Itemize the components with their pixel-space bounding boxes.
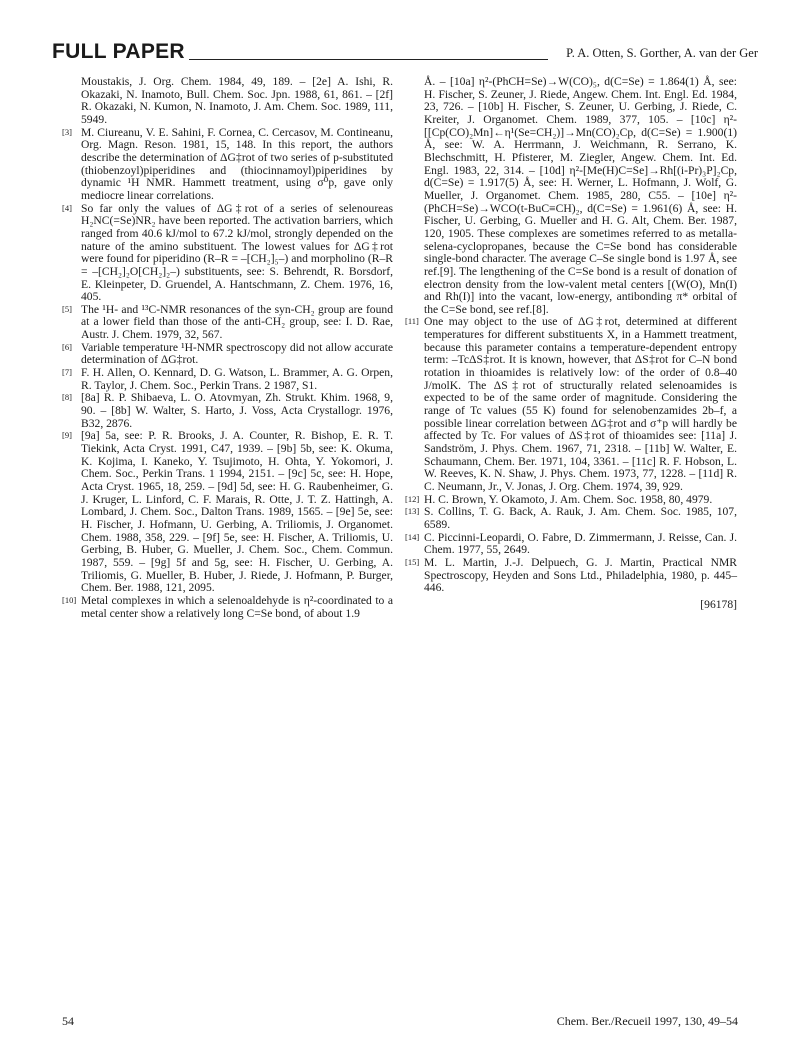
reference-entry <box>62 392 393 430</box>
reference-text: H. C. Brown, Y. Okamoto, J. Am. Chem. Soc. 1958, 80, 4979. <box>424 492 713 506</box>
right-column <box>405 76 737 612</box>
reference-text: [9a] 5a, see: P. R. Brooks, J. A. Counter, R. Bishop, E. R. T. Tiekink, Acta Cryst. 1991, C47, 1939. – [9b] 5b, see: K. Okuma, K. Kojima, I. Kaneko, Y. Tsujimoto, H. Ohta, Y. Yokomori, J. Chem. Soc., Perkin Trans. 1 1994, 2151. – [9c] 5c, see: H. Hope, Acta Cryst. 1965, 18, 259. – [9d] 5d, see: H. G. Raubenheimer, G. J. Kruger, L. Linford, C. F. Marais, R. Otte, J. T. Z. Hattingh, A. Lombard, J. Chem. Soc., Dalton Trans. 1989, 1565. – [9e] 5e, see: H. Fischer, J. Hofmann, U. Gerbing, A. Triliomis, J. Organomet. Chem. 1988, 358, 229. – [9f] 5e, see: H. Fischer, A. Triliomis, U. Gerbing, B. Huber, G. Mueller, J. Chem. Soc., Chem. Commun. 1987, 559. – [9g] 5f and 5g, see: H. Fischer, U. Gerbing, A. Triliomis, G. Mueller, B. Huber, J. Riede, J. Hofmann, P. Burger, Chem. Ber. 1988, 121, 2095. <box>81 429 393 595</box>
reference-number: [5] <box>62 303 72 314</box>
reference-text: The ¹H- and ¹³C-NMR resonances of the syn-CH₂ group are found at a lower field than those of the anti-CH₂ group, see: I. D. Rae, Austr. J. Chem. 1979, 32, 567. <box>81 302 393 342</box>
reference-number: [4] <box>62 202 72 213</box>
left-column <box>62 76 393 620</box>
reference-number: [7] <box>62 367 72 378</box>
reference-entry <box>62 342 393 367</box>
reference-entry <box>62 304 393 342</box>
reference-entry <box>62 76 393 127</box>
reference-text: Variable temperature ¹H-NMR spectroscopy did not allow accurate determination of ΔG‡rot. <box>81 340 393 367</box>
reference-text: One may object to the use of ΔG‡rot, determined at different temperatures for different substituents X, in a Hammett treatment, because this parameter contains a temperature-dependent entropy term: –TcΔS‡rot. It is known, however, that ΔS‡rot for C–N bond rotation in thioamides is relatively low: of the order of 0.8–40 J/molK. The ΔS‡rot of structurally related selenoamides is expected to be of the same order of magnitude. Considering the range of Tc values (55 K) found for selenobenzamides 2b–f, a possible linear correlation between ΔG‡rot and σ⁺p will hardly be affected by Tc. For values of ΔS‡rot of thioamides see: [11a] J. Sandström, J. Phys. Chem. 1967, 71, 2318. – [11b] W. Walter, E. Schaumann, Chem. Ber. 1971, 104, 3361. – [11c] R. F. Hobson, L. W. Reeves, K. N. Shaw, J. Phys. Chem. 1973, 77, 1228. – [11d] R. C. Neumann, Jr., V. Jonas, J. Org. Chem. 1974, 39, 929. <box>424 315 737 493</box>
reference-entry <box>62 430 393 595</box>
reference-text: S. Collins, T. G. Back, A. Rauk, J. Am. Chem. Soc. 1985, 107, 6589. <box>424 505 737 531</box>
reference-text: Moustakis, J. Org. Chem. 1984, 49, 189. – [2e] A. Ishi, R. Okazaki, N. Inamoto, Bull. Chem. Soc. Jpn. 1988, 61, 861. – [2f] R. Okazaki, N. Kumon, N. Inamoto, J. Am. Chem. Soc. 1989, 111, 5949. <box>81 75 393 126</box>
reference-entry <box>405 316 737 493</box>
reference-text: So far only the values of ΔG‡rot of a series of selenoureas H₂NC(=Se)NR₂ have been reported. The activation barriers, which ranged from 40.6 kJ/mol to 67.2 kJ/mol, strongly depended on the nature of the amino substituent. The lowest values for ΔG‡rot were found for piperidino (R–R = –[CH₂]₅–) and morpholino (R–R = –[CH₂]₂O[CH₂]₂–) substituents, see: S. Behrendt, R. Borsdorf, E. Kleinpeter, D. Gruendel, A. Hantschmann, Z. Chem. 1976, 16, 405. <box>81 201 393 304</box>
page-footer <box>62 1014 738 1030</box>
reference-number: [14] <box>405 531 420 542</box>
reference-text: F. H. Allen, O. Kennard, D. G. Watson, L. Brammer, A. G. Orpen, R. Taylor, J. Chem. Soc., Perkin Trans. 2 1987, S1. <box>81 366 393 392</box>
reference-entry <box>405 557 737 595</box>
reference-entry <box>405 532 737 557</box>
reference-entry <box>405 76 737 316</box>
reference-number: [9] <box>62 430 72 441</box>
journal-citation: Chem. Ber./Recueil 1997, 130, 49–54 <box>556 1014 738 1028</box>
reference-number: [11] <box>405 316 419 327</box>
reference-number: [10] <box>62 594 77 605</box>
reference-number: [15] <box>405 556 420 567</box>
manuscript-code: [96178] <box>700 597 737 611</box>
reference-number: [12] <box>405 493 420 504</box>
page-number: 54 <box>62 1014 74 1028</box>
reference-entry <box>405 506 737 531</box>
reference-text: Metal complexes in which a selenoaldehyde is η²-coordinated to a metal center show a relatively long C=Se bond, of about 1.9 <box>81 593 393 620</box>
reference-number: [13] <box>405 506 420 517</box>
reference-number: [8] <box>62 392 72 403</box>
reference-text: M. Ciureanu, V. E. Sahini, F. Cornea, C. Cercasov, M. Contineanu, Org. Magn. Reson. 1981, 15, 148. In this report, the authors describe the determination of ΔG‡rot of two series of p-substituted (thiobenzoyl)piperidines and (thiocinnamoyl)piperidines by dynamic ¹H NMR. Hammett treatment, using σ⁰p, gave only mediocre linear correlations. <box>81 125 393 202</box>
reference-text: C. Piccinni-Leopardi, O. Fabre, D. Zimmermann, J. Reisse, Can. J. Chem. 1977, 55, 2649. <box>424 530 737 557</box>
reference-number: [6] <box>62 341 72 352</box>
reference-text: M. L. Martin, J.-J. Delpuech, G. J. Martin, Practical NMR Spectroscopy, Heyden and Sons Ltd., Philadelphia, 1980, p. 445–446. <box>424 555 737 595</box>
page-header <box>52 40 758 64</box>
reference-number: [3] <box>62 126 72 137</box>
reference-entry <box>62 127 393 203</box>
reference-entry <box>62 595 393 620</box>
reference-text: Å. – [10a] η²-(PhCH=Se)→W(CO)₅, d(C=Se) = 1.864(1) Å, see: H. Fischer, S. Zeuner, J. Riede, Angew. Chem. Int. Engl. Ed. 1984, 23, 726. – [10b] H. Fischer, S. Zeuner, U. Gerbing, J. Riede, C. Kreiter, J. Organomet. Chem. 1989, 377, 105. – [10c] η²-[[Cp(CO)₂Mn]←η¹(Se=CH₂)]→Mn(CO)₂Cp, d(C=Se) = 1.900(1) Å, see: W. A. Herrmann, J. Weichmann, R. Serrano, K. Blechschmitt, H. Pfisterer, M. Ziegler, Angew. Chem. Int. Ed. Engl. 1983, 22, 314. – [10d] η²-[Me(H)C=Se]→Rh[(i-Pr)₃P]₂Cp, d(C=Se) = 1.917(5) Å, see: H. Werner, L. Hofmann, J. Wolf, G. Mueller, J. Organomet. Chem. 1985, 280, C55. – [10e] η²-(PhCH=Se)→WCO(t-BuC≡CH)₂, d(C=Se) = 1.961(6) Å, see: H. Fischer, U. Gerbing, G. Mueller and H. G. Alt, Chem. Ber. 1987, 120, 1905. These complexes are sometimes referred to as metalla-selena-cyclopropanes, because the C=Se bond has considerable single-bond character. The average C–Se single bond is 1.97 Å, see ref.[9]. The lengthening of the C=Se bond is a result of donation of electron density from the low-valent metal centers [(W(O), Mn(I) and Rh(I)] into the vacant, low-energy, antibonding π* orbital of the C=Se bond, see ref.[8]. <box>424 75 737 316</box>
running-authors: P. A. Otten, S. Gorther, A. van der Ger <box>566 46 758 60</box>
reference-text: [8a] R. P. Shibaeva, L. O. Atovmyan, Zh. Strukt. Khim. 1968, 9, 90. – [8b] W. Walter, S. Harto, J. Voss, Acta Crystallogr. 1976, B32, 2876. <box>81 391 393 430</box>
reference-entry <box>62 367 393 392</box>
reference-entry <box>62 203 393 304</box>
section-label: FULL PAPER <box>52 40 185 63</box>
header-rule <box>189 59 548 60</box>
